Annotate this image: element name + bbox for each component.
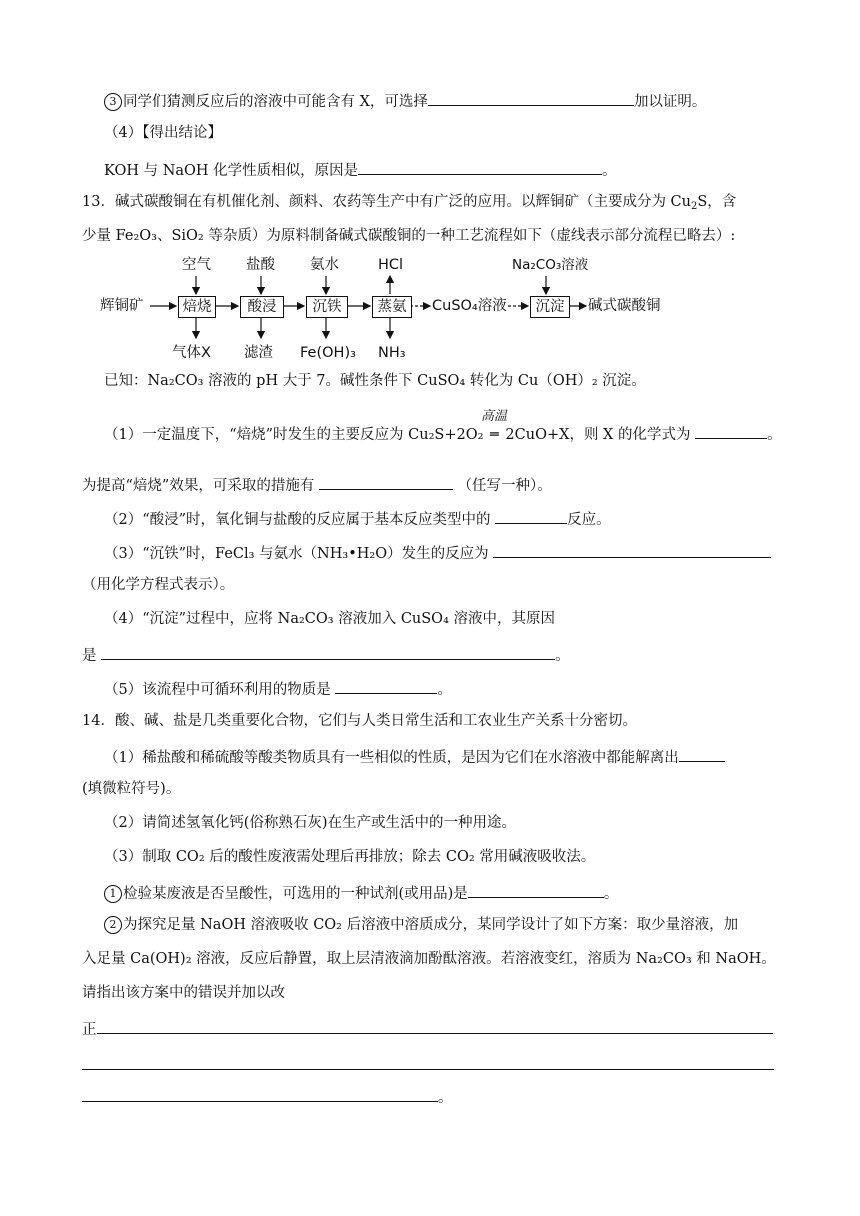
q14-part3: （3）制取 CO₂ 后的酸性废液需处理后再排放；除去 CO₂ 常用碱液吸收法。 [104,849,596,865]
flow-output-hcl: HCl [378,257,404,273]
answer-blank[interactable] [679,745,725,762]
q13-known: 已知：Na₂CO₃ 溶液的 pH 大于 7。碱性条件下 CuSO₄ 转化为 Cu（OH）₂ 沉淀。 [104,373,646,389]
process-flow-diagram [100,254,700,366]
q12-conclusion: KOH 与 NaOH 化学性质相似，原因是 。 [104,158,617,181]
q14-sub2: 2 为探究足量 NaOH 溶液吸收 CO₂ 后溶液中溶质成分，某同学设计了如下方案：取少量溶液，加 [104,915,738,935]
answer-blank[interactable] [428,89,634,106]
flow-output-residue: 滤渣 [244,345,273,361]
q13-part5: （5）该流程中可循环利用的物质是 。 [104,677,452,700]
equal-sign: ═ [490,427,499,443]
q14-part1: （1）稀盐酸和稀硫酸等酸类物质具有一些相似的性质，是因为它们在水溶液中都能解离出 [104,745,725,768]
answer-blank[interactable] [82,1085,438,1102]
q14-sub2-line2: 入足量 Ca(OH)₂ 溶液，反应后静置，取上层清液滴加酚酞溶液。若溶液变红，溶质为 Na₂CO₃ 和 NaOH。 [82,951,776,967]
answer-blank[interactable] [695,422,767,439]
q13-part4-cont: 是 。 [82,643,570,666]
q14-sub2-line3: 请指出该方案中的错误并加以改 [82,985,285,1001]
q13-part1: （1）一定温度下，“焙烧”时发生的主要反应为 Cu₂S+2O₂ ═ 2CuO+X，则 X 的化学式为 。 [104,422,782,445]
circled-number: 2 [104,916,122,934]
q13-part4: （4）“沉淀”过程中，应将 Na₂CO₃ 溶液加入 CuSO₄ 溶液中，其原因 [104,611,555,627]
flow-step-precipitate: 沉淀 [530,296,570,318]
answer-blank[interactable] [358,158,602,175]
q14-answer-line3: 。 [82,1085,453,1108]
circled-number: 1 [104,885,122,903]
q12-step3: 3 同学们猜测反应后的溶液中可能含有 X，可选择 加以证明。 [104,89,706,112]
answer-blank[interactable] [335,677,437,694]
q14-answer-line2 [82,1053,774,1076]
q13-intro-line2: 少量 Fe₂O₃、SiO₂ 等杂质）为原料制备碱式碳酸铜的一种工艺流程如下（虚线表示部分流程已略去）: [82,228,736,244]
q13-intro-line1: 13．碱式碳酸铜在有机催化剂、颜料、农药等生产中有广泛的应用。以辉铜矿（主要成分为 $Cu_2S$，含 [82,194,737,212]
answer-blank[interactable] [97,1017,773,1034]
flow-step-iron-removal: 沉铁 [306,296,348,318]
flow-step-acid-leach: 酸浸 [240,296,284,318]
q13-part3: （3）“沉铁”时，FeCl₃ 与氨水（NH₃•H₂O）发生的反应为 [104,541,771,564]
answer-blank[interactable] [495,507,567,524]
flow-step-ammonia-steam: 蒸氨 [372,296,412,318]
q14-sub1: 1 检验某废液是否呈酸性，可选用的一种试剂(或用品)是 。 [104,881,618,904]
q13-part1-cont: 为提高“焙烧”效果，可采取的措施有 （任写一种）。 [82,473,552,496]
answer-blank[interactable] [468,881,604,898]
q14-intro: 14．酸、碱、盐是几类重要化合物，它们与人类日常生活和工农业生产关系十分密切。 [82,713,637,729]
circled-number: 3 [104,93,122,111]
q12-part4-label: （4）【得出结论】 [104,125,222,141]
q13-part3-cont: （用化学方程式表示）。 [82,577,235,593]
flow-input-air: 空气 [182,257,211,273]
answer-blank[interactable] [101,643,555,660]
q14-part1-cont: (填微粒符号)。 [82,781,181,797]
q14-part2: （2）请简述氢氧化钙(俗称熟石灰)在生产或生活中的一种用途。 [104,815,517,831]
reaction-condition: 高温 [481,409,508,424]
flow-product: 碱式碳酸铜 [588,298,661,314]
answer-blank[interactable] [319,473,453,490]
flow-raw-material: 辉铜矿 [100,298,144,314]
answer-blank[interactable] [493,541,771,558]
flow-input-sodium-carbonate: Na₂CO₃溶液 [512,257,589,273]
flow-input-hcl-acid: 盐酸 [246,257,275,273]
q13-part2: （2）“酸浸”时，氧化铜与盐酸的反应属于基本反应类型中的 反应。 [104,507,611,530]
flow-output-gas-x: 气体X [172,345,211,361]
flow-step-roast: 焙烧 [178,296,216,318]
flow-input-ammonia-water: 氨水 [310,257,339,273]
flow-output-iron-hydroxide: Fe(OH)₃ [300,345,356,361]
answer-blank[interactable] [82,1053,774,1070]
q14-sub2-line4: 正 [82,1017,773,1040]
flow-output-nh3: NH₃ [378,345,406,361]
flow-intermediate: CuSO₄溶液 [432,298,507,314]
